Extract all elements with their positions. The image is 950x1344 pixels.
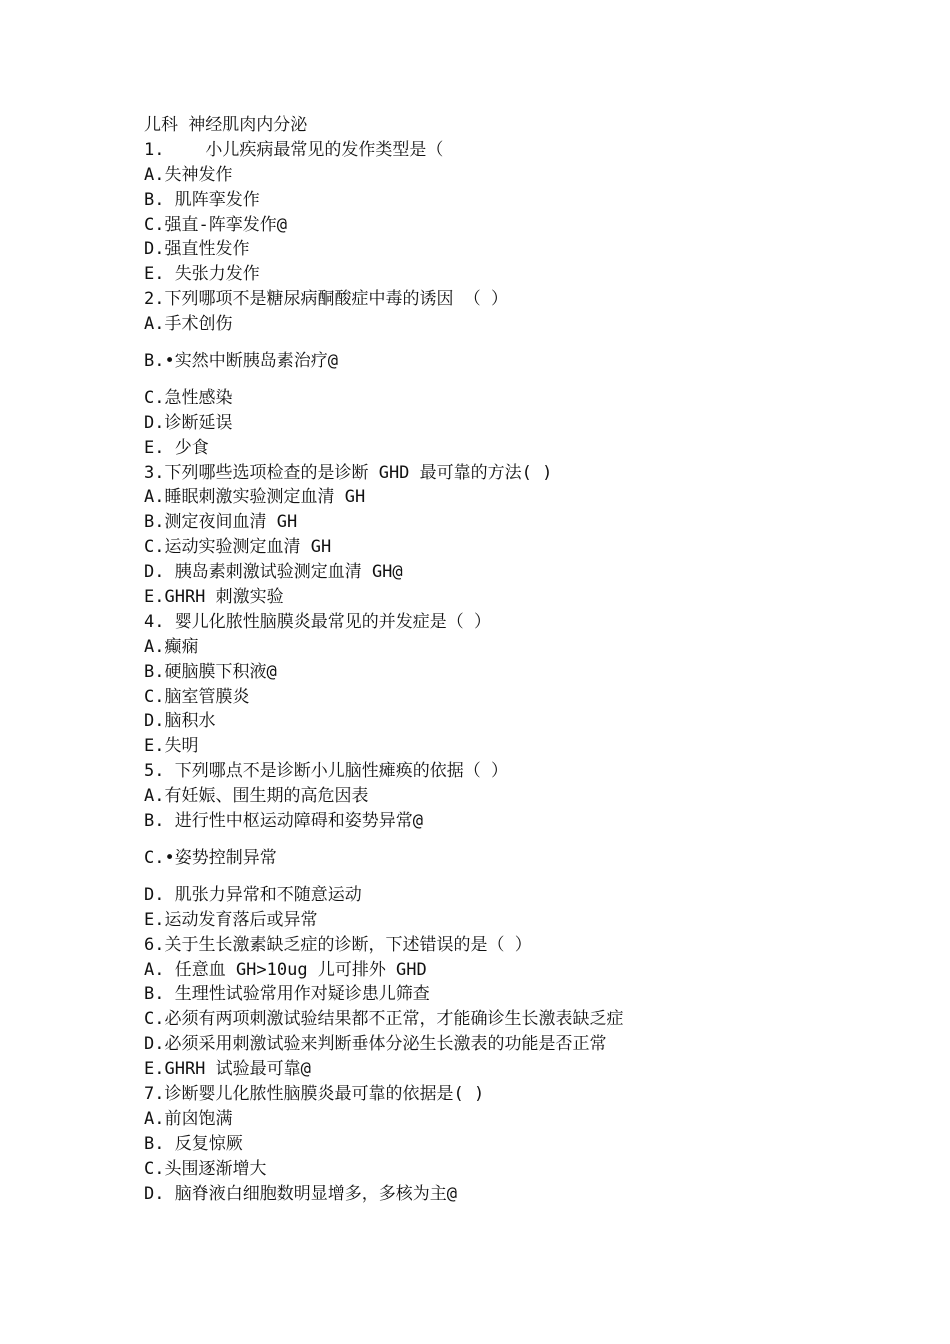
option-line: A.前囟饱满 [144, 1108, 233, 1129]
option-line: D. 胰岛素刺激试验测定血清 GH@ [144, 562, 403, 583]
question-3: 3.下列哪些选项检查的是诊断 GHD 最可靠的方法( ) [144, 462, 553, 483]
document-title: 儿科 神经肌肉内分泌 [144, 115, 308, 135]
question-4: 4. 婴儿化脓性脑膜炎最常见的并发症是（ ） [144, 611, 491, 632]
option-line: D.必须采用刺激试验来判断垂体分泌生长激表的功能是否正常 [144, 1034, 607, 1055]
option-line: E.GHRH 试验最可靠@ [144, 1059, 311, 1080]
option-line: B. 生理性试验常用作对疑诊患儿筛查 [144, 984, 430, 1005]
option-line: D.脑积水 [144, 711, 216, 732]
option-line: E.运动发育落后或异常 [144, 909, 318, 930]
question-7: 7.诊断婴儿化脓性脑膜炎最可靠的依据是( ) [144, 1083, 485, 1104]
option-line: A.癫痫 [144, 636, 199, 657]
option-line: C.急性感染 [144, 387, 233, 408]
option-line: C.必须有两项刺激试验结果都不正常，才能确诊生长激表缺乏症 [144, 1009, 624, 1030]
option-line: B.测定夜间血清 GH [144, 512, 298, 533]
option-line: E.GHRH 刺激实验 [144, 587, 284, 608]
option-line: E. 少食 [144, 437, 209, 458]
option-line: A.睡眠刺激实验测定血清 GH [144, 487, 366, 508]
option-line: B. 反复惊厥 [144, 1133, 243, 1154]
option-line: B.硬脑膜下积液@ [144, 661, 277, 682]
option-line: C.运动实验测定血清 GH [144, 537, 332, 558]
option-line: C.•姿势控制异常 [144, 847, 277, 868]
option-line: A.手术创伤 [144, 314, 233, 335]
option-line: A.失神发作 [144, 164, 233, 185]
question-5: 5. 下列哪点不是诊断小儿脑性瘫痪的依据（ ） [144, 761, 508, 782]
question-1: 1. 小儿疾病最常见的发作类型是（ [144, 139, 444, 160]
option-line: D.强直性发作 [144, 239, 250, 260]
option-line: E.失明 [144, 736, 199, 757]
question-2: 2.下列哪项不是糖尿病酮酸症中毒的诱因 （ ） [144, 289, 508, 310]
option-line: B. 肌阵挛发作 [144, 189, 260, 210]
option-line: E. 失张力发作 [144, 264, 260, 285]
document-body [144, 113, 904, 1206]
option-line: C.脑室管膜炎 [144, 686, 250, 707]
option-line: B.•实然中断胰岛素治疗@ [144, 351, 338, 372]
option-line: C.头围逐渐增大 [144, 1158, 267, 1179]
option-line: B. 进行性中枢运动障碍和姿势异常@ [144, 811, 423, 832]
option-line: D.诊断延误 [144, 412, 233, 433]
question-6: 6.关于生长激素缺乏症的诊断，下述错误的是（ ） [144, 934, 532, 955]
option-line: C.强直-阵挛发作@ [144, 214, 287, 235]
option-line: D. 肌张力异常和不随意运动 [144, 884, 362, 905]
option-line: A.有妊娠、围生期的高危因表 [144, 786, 369, 807]
option-line: A. 任意血 GH>10ug 儿可排外 GHD [144, 959, 427, 980]
option-line: D. 脑脊液白细胞数明显增多，多核为主@ [144, 1183, 457, 1204]
